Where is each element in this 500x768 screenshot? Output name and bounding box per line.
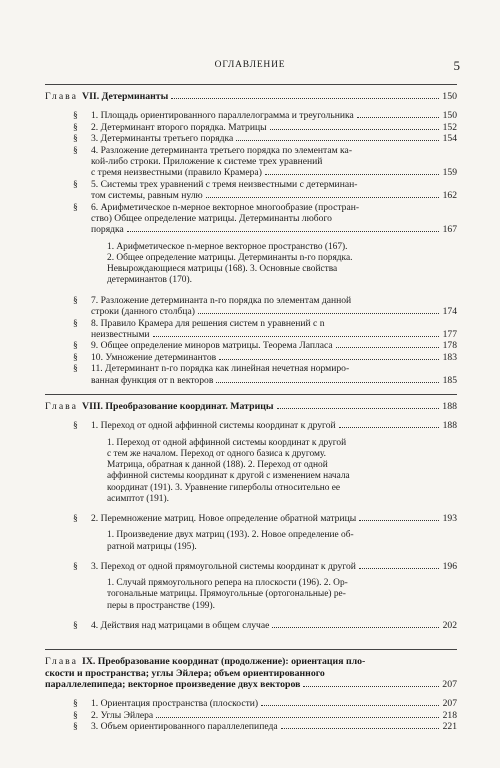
toc-line	[91, 420, 457, 431]
dot-leader	[359, 567, 439, 569]
dot-leader	[270, 128, 439, 130]
section-page: 185	[442, 374, 457, 386]
spacer	[45, 505, 457, 513]
dot-leader	[236, 139, 439, 141]
section-body	[91, 145, 457, 179]
section-page: 174	[442, 306, 457, 318]
toc-line	[91, 213, 457, 224]
section-mark: §	[73, 340, 78, 352]
section-page: 162	[442, 190, 457, 202]
spacer	[45, 612, 457, 620]
section-page: 202	[442, 619, 457, 631]
dot-leader	[261, 704, 439, 706]
section-mark: §	[73, 619, 78, 631]
section-mark: §	[73, 317, 78, 329]
detail-line: детерминантов (170).	[107, 275, 192, 286]
detail-line: 1. Случай прямоугольного репера на плоскости (196). 2. Ор-	[107, 578, 348, 589]
dot-leader	[219, 358, 439, 360]
chapter-label: Глава	[45, 91, 79, 102]
detail-line: 1. Переход от одной аффинной системы координат к другой	[107, 437, 347, 448]
toc-line	[91, 156, 457, 167]
toc-line	[91, 133, 457, 144]
section-details	[45, 530, 457, 552]
section-details	[45, 438, 457, 505]
toc-line	[91, 145, 457, 156]
toc-line	[91, 202, 457, 213]
section-page: 177	[442, 328, 457, 340]
section-entry	[45, 710, 457, 721]
section-entry	[45, 179, 457, 202]
section-page: 188	[442, 420, 457, 432]
dot-leader	[272, 626, 439, 628]
detail-line: перы в пространстве (199).	[107, 600, 215, 611]
section-page: 221	[442, 721, 457, 733]
running-head-title: ОГЛАВЛЕНИЕ	[214, 60, 286, 70]
section-title-line: том системы, равным нулю	[91, 190, 203, 202]
toc-line	[91, 620, 457, 631]
dot-leader	[198, 312, 439, 314]
section-body	[91, 363, 457, 386]
section-title-line: ванная функция от n векторов	[91, 374, 214, 386]
toc-line	[91, 340, 457, 351]
section-body	[91, 710, 457, 721]
toc-line	[91, 110, 457, 121]
section-entry	[45, 340, 457, 351]
page-number: 5	[453, 58, 460, 73]
section-page: 150	[442, 110, 457, 122]
toc-line	[91, 329, 457, 340]
toc-line	[91, 561, 457, 572]
section-body	[91, 295, 457, 318]
toc-line	[91, 318, 457, 329]
section-title-line: 4. Действия над матрицами в общем случае	[91, 619, 270, 631]
dot-leader	[171, 97, 439, 99]
chapter-heading	[45, 91, 457, 102]
chapter-label: Глава	[45, 400, 79, 412]
section-mark: §	[73, 512, 78, 524]
chapter-page: 207	[442, 679, 457, 691]
chapter-page: 188	[442, 400, 457, 412]
toc-line	[91, 375, 457, 386]
toc-line	[45, 91, 457, 102]
section-details	[45, 242, 457, 287]
chapter-title-text	[45, 656, 365, 667]
spacer	[45, 386, 457, 394]
section-mark: §	[73, 560, 78, 572]
chapter-title-line: параллелепипеда; векторное произведение двух векторов	[45, 679, 301, 691]
toc-line	[91, 224, 457, 235]
chapter-title: VIII. Преобразование координат. Матрицы	[82, 400, 274, 412]
section-body	[91, 122, 457, 133]
section-entry	[45, 561, 457, 572]
section-title-line: порядка	[91, 224, 124, 236]
spacer	[45, 412, 457, 420]
section-page: 178	[442, 340, 457, 352]
dot-leader	[336, 346, 439, 348]
chapter-heading	[45, 656, 457, 690]
chapter-heading	[45, 401, 457, 412]
section-page: 196	[442, 560, 457, 572]
chapter-title-text	[45, 401, 274, 412]
section-title-line: 3. Объем ориентированного параллелепипеда	[91, 721, 278, 733]
detail-line: с тем же началом. Переход от одного базиса к другому.	[107, 448, 327, 459]
section-mark: §	[73, 178, 78, 190]
dot-leader	[277, 407, 439, 409]
section-body	[91, 352, 457, 363]
section-title-line: 7. Разложение детерминанта n-го порядка по элементам данной	[91, 294, 352, 306]
spacer	[45, 631, 457, 641]
section-title-line: ство) Общее определение матрицы. Детерминанты любого	[91, 213, 332, 225]
section-title-line: неизвестными	[91, 328, 150, 340]
toc-line	[91, 721, 457, 732]
section-body	[91, 318, 457, 341]
spacer	[45, 733, 457, 741]
section-title-line: с тремя неизвестными (правило Крамера)	[91, 167, 262, 179]
dot-leader	[281, 727, 439, 729]
section-mark: §	[73, 721, 78, 733]
dot-leader	[357, 116, 439, 118]
section-page: 152	[442, 121, 457, 133]
section-title-line: 2. Углы Эйлера	[91, 709, 154, 721]
detail-line: ратной матрицы (195).	[107, 541, 197, 552]
dot-leader	[359, 519, 439, 521]
section-title-line: 2. Детерминант второго порядка. Матрицы	[91, 121, 267, 133]
section-title-line: 1. Площадь ориентированного параллелограмма и треугольника	[91, 110, 354, 122]
dot-leader	[127, 230, 439, 232]
dot-leader	[156, 716, 439, 718]
section-page: 167	[442, 224, 457, 236]
section-entry	[45, 363, 457, 386]
toc-line	[45, 656, 457, 667]
section-title-line: 3. Переход от одной прямоугольной системы координат к другой	[91, 560, 356, 572]
toc-line	[91, 513, 457, 524]
detail-line: 1. Арифметическое n-мерное векторное пространство (167).	[107, 241, 348, 252]
section-page: 218	[442, 709, 457, 721]
section-entry	[45, 318, 457, 341]
detail-line: 2. Общее определение матрицы. Детерминанты n-го порядка.	[107, 253, 353, 264]
detail-line: координат (191). 3. Уравнение гиперболы относительно ее	[107, 482, 341, 493]
section-entry	[45, 721, 457, 732]
section-mark: §	[73, 698, 78, 710]
section-mark: §	[73, 363, 78, 375]
spacer	[45, 287, 457, 295]
toc-line	[91, 167, 457, 178]
toc-line	[45, 401, 457, 412]
section-title-line: 4. Разложение детерминанта третьего порядка по элементам ка-	[91, 144, 353, 156]
section-entry	[45, 698, 457, 709]
spacer	[45, 102, 457, 110]
section-mark: §	[73, 133, 78, 145]
section-details	[45, 578, 457, 612]
running-head	[0, 58, 500, 74]
section-mark: §	[73, 121, 78, 133]
section-mark: §	[73, 201, 78, 213]
dot-leader	[265, 173, 439, 175]
toc-line	[91, 295, 457, 306]
detail-line: асимптот (191).	[107, 493, 169, 504]
chapter-label: Глава	[45, 656, 79, 668]
toc-line	[91, 352, 457, 363]
section-page: 159	[442, 167, 457, 179]
section-entry	[45, 145, 457, 179]
table-of-contents	[45, 84, 457, 741]
section-title-line: 10. Умножение детерминантов	[91, 351, 217, 363]
dot-leader	[339, 426, 439, 428]
section-body	[91, 513, 457, 524]
toc-line	[91, 190, 457, 201]
toc-line	[45, 679, 457, 690]
detail-line: аффинной системы координат к другой с изменением начала	[107, 471, 350, 482]
section-mark: §	[73, 144, 78, 156]
chapter-title-text	[45, 91, 168, 102]
section-title-line: 6. Арифметическое n-мерное векторное многообразие (простран-	[91, 201, 360, 213]
chapter-page: 150	[442, 91, 457, 102]
detail-line: Матрица, обратная к данной (188). 2. Переход от одной	[107, 460, 328, 471]
dot-leader	[206, 196, 439, 198]
section-title-line: 8. Правило Крамера для решения систем n уравнений с n	[91, 317, 325, 329]
section-title-line: 11. Детерминант n-го порядка как линейная нечетная нормиро-	[91, 363, 350, 375]
chapter-title: IX. Преобразование координат (продолжение): ориентация пло-	[82, 656, 366, 668]
section-title-line: 1. Переход от одной аффинной системы координат к другой	[91, 420, 336, 432]
section-body	[91, 420, 457, 431]
dot-leader	[216, 381, 439, 383]
section-mark: §	[73, 294, 78, 306]
toc-line	[91, 306, 457, 317]
section-body	[91, 340, 457, 351]
section-body	[91, 133, 457, 144]
detail-line: тогональные матрицы. Прямоугольные (ортогональные) ре-	[107, 589, 346, 600]
section-page: 183	[442, 351, 457, 363]
section-mark: §	[73, 110, 78, 122]
section-body	[91, 620, 457, 631]
section-title-line: 2. Перемножение матриц. Новое определение обратной матрицы	[91, 512, 357, 524]
section-title-line: 5. Системы трех уравнений с тремя неизвестными с детерминан-	[91, 178, 358, 190]
section-title-line: 1. Ориентация пространства (плоскости)	[91, 698, 259, 710]
dot-leader	[303, 685, 439, 687]
toc-line	[91, 710, 457, 721]
detail-line: 1. Произведение двух матриц (193). 2. Новое определение об-	[107, 530, 354, 541]
section-entry	[45, 620, 457, 631]
section-body	[91, 561, 457, 572]
spacer	[45, 690, 457, 698]
section-body	[91, 698, 457, 709]
section-entry	[45, 110, 457, 121]
section-title-line: 9. Общее определение миноров матрицы. Теорема Лапласа	[91, 340, 333, 352]
section-entry	[45, 352, 457, 363]
section-mark: §	[73, 351, 78, 363]
section-entry	[45, 420, 457, 431]
section-entry	[45, 295, 457, 318]
chapter-title-line: скости и пространства; углы Эйлера; объем ориентированного	[45, 667, 325, 679]
section-body	[91, 179, 457, 202]
section-entry	[45, 122, 457, 133]
section-entry	[45, 513, 457, 524]
section-mark: §	[73, 709, 78, 721]
toc-line	[91, 363, 457, 374]
section-body	[91, 721, 457, 732]
section-body	[91, 110, 457, 121]
section-page: 193	[442, 512, 457, 524]
section-title-line: строки (данного столбца)	[91, 306, 195, 318]
toc-line	[91, 122, 457, 133]
toc-line	[45, 668, 457, 679]
section-entry	[45, 202, 457, 236]
toc-line	[91, 698, 457, 709]
section-page: 207	[442, 698, 457, 710]
section-entry	[45, 133, 457, 144]
chapter-title: VII. Детерминанты	[82, 91, 169, 102]
section-title-line: кой-либо строки. Приложение к системе трех уравнений	[91, 156, 323, 168]
dot-leader	[153, 335, 439, 337]
detail-line: Невырождающиеся матрицы (168). 3. Основные свойства	[107, 264, 338, 275]
section-page: 154	[442, 133, 457, 145]
section-mark: §	[73, 420, 78, 432]
spacer	[45, 641, 457, 649]
toc-line	[91, 179, 457, 190]
section-body	[91, 202, 457, 236]
spacer	[45, 553, 457, 561]
section-title-line: 3. Детерминанты третьего порядка	[91, 133, 234, 145]
